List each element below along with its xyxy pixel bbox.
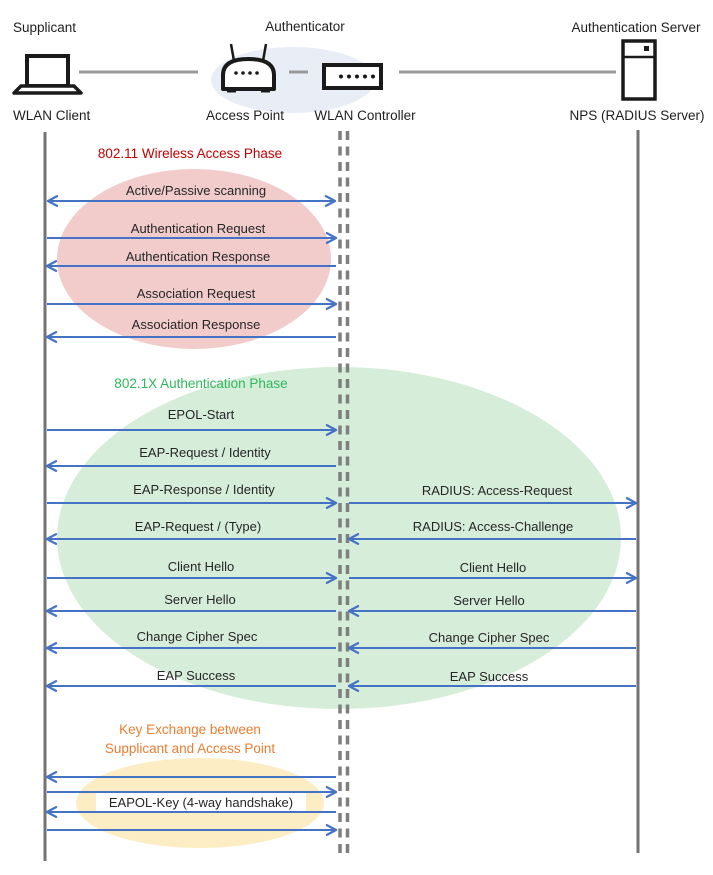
msg-active-passive-scanning: Active/Passive scanning <box>125 183 267 198</box>
msg-radius-access-request: RADIUS: Access-Request <box>421 483 573 498</box>
msg-eapol-key-4way-handshake: EAPOL-Key (4-way handshake) <box>96 793 306 811</box>
role-authenticator: Authenticator <box>265 19 345 34</box>
device-wlan-controller: WLAN Controller <box>314 108 416 123</box>
msg-eap-request-identity: EAP-Request / Identity <box>139 445 271 460</box>
msg-eap-success-right: EAP Success <box>449 669 529 684</box>
phase2-title: 802.1X Authentication Phase <box>114 376 288 391</box>
msg-client-hello-right: Client Hello <box>459 560 527 575</box>
phase3-title-line1: Key Exchange between <box>119 722 261 737</box>
msg-eap-request-type: EAP-Request / (Type) <box>134 519 262 534</box>
device-access-point: Access Point <box>205 108 285 123</box>
msg-server-hello-right: Server Hello <box>453 593 525 608</box>
msg-eap-success-left: EAP Success <box>156 668 236 683</box>
msg-association-response: Association Response <box>131 317 261 332</box>
role-authentication-server: Authentication Server <box>571 20 701 35</box>
msg-epol-start: EPOL-Start <box>167 407 235 422</box>
msg-server-hello-left: Server Hello <box>164 592 236 607</box>
role-supplicant: Supplicant <box>13 20 77 35</box>
msg-eap-response-identity: EAP-Response / Identity <box>133 482 275 497</box>
msg-client-hello-left: Client Hello <box>167 559 235 574</box>
device-nps-radius-server: NPS (RADIUS Server) <box>569 108 705 123</box>
phase1-title: 802.11 Wireless Access Phase <box>97 146 283 161</box>
msg-change-cipher-spec-left: Change Cipher Spec <box>136 629 258 644</box>
device-wlan-client: WLAN Client <box>13 108 91 123</box>
msg-authentication-request: Authentication Request <box>130 221 266 236</box>
wlan-controller-icon <box>324 65 381 88</box>
server-icon <box>623 41 655 99</box>
phase3-title-line2: Supplicant and Access Point <box>104 741 276 756</box>
laptop-icon <box>14 56 81 93</box>
msg-radius-access-challenge: RADIUS: Access-Challenge <box>412 519 574 534</box>
msg-change-cipher-spec-right: Change Cipher Spec <box>428 630 550 645</box>
msg-authentication-response: Authentication Response <box>125 249 271 264</box>
msg-association-request: Association Request <box>136 286 256 301</box>
